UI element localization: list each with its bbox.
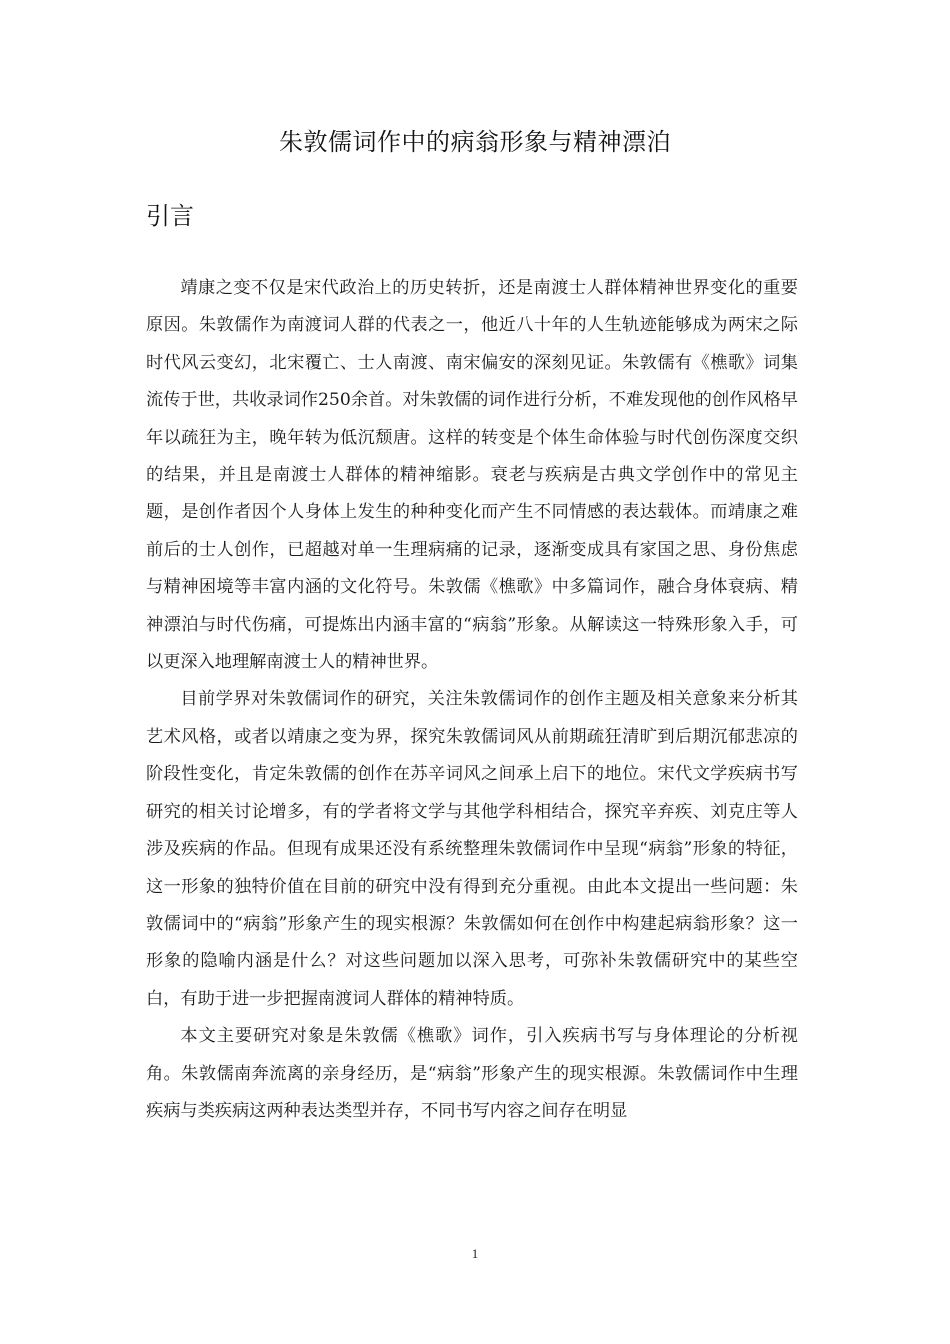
page-number: 1 [471,1246,479,1261]
paragraph-1: 靖康之变不仅是宋代政治上的历史转折，还是南渡士人群体精神世界变化的重要原因。朱敦儒作为南渡词人群的代表之一，他近八十年的人生轨迹能够成为两宋之际时代风云变幻，北宋覆亡、士人南渡、南宋偏安的深刻见证。朱敦儒有《樵歌》词集流传于世，共收录词作250余首。对朱敦儒的词作进行分析，不难发现他的创作风格早年以疏狂为主，晚年转为低沉颓唐。这样的转变是个体生命体验与时代创伤深度交织的结果，并且是南渡士人群体的精神缩影。衰老与疾病是古典文学创作中的常见主题，是创作者因个人身体上发生的种种变化而产生不同情感的表达载体。而靖康之难前后的士人创作，已超越对单一生理病痛的记录，逐渐变成具有家国之思、身份焦虑与精神困境等丰富内涵的文化符号。朱敦儒《樵歌》中多篇词作，融合身体衰病、精神漂泊与时代伤痛，可提炼出内涵丰富的“病翁”形象。从解读这一特殊形象入手，可以更深入地理解南渡士人的精神世界。 [146,278,798,673]
paragraph-2: 目前学界对朱敦儒词作的研究，关注朱敦儒词作的创作主题及相关意象来分析其艺术风格，或者以靖康之变为界，探究朱敦儒词风从前期疏狂清旷到后期沉郁悲凉的阶段性变化，肯定朱敦儒的创作在苏辛词风之间承上启下的地位。宋代文学疾病书写研究的相关讨论增多，有的学者将文学与其他学科相结合，探究辛弃疾、刘克庄等人涉及疾病的作品。但现有成果还没有系统整理朱敦儒词作中呈现“病翁”形象的特征，这一形象的独特价值在目前的研究中没有得到充分重视。由此本文提出一些问题：朱敦儒词中的“病翁”形象产生的现实根源？朱敦儒如何在创作中构建起病翁形象？这一形象的隐喻内涵是什么？对这些问题加以深入思考，可弥补朱敦儒研究中的某些空白，有助于进一步把握南渡词人群体的精神特质。 [146,689,798,1009]
paragraph-3: 本文主要研究对象是朱敦儒《樵歌》词作，引入疾病书写与身体理论的分析视角。朱敦儒南奔流离的亲身经历，是“病翁”形象产生的现实根源。朱敦儒词作中生理疾病与类疾病这两种表达类型并存，不同书写内容之间存在明显 [146,1026,798,1121]
section-heading: 引言 [146,202,194,230]
page-title: 朱敦儒词作中的病翁形象与精神漂泊 [279,128,671,156]
body-text [146,270,798,1130]
